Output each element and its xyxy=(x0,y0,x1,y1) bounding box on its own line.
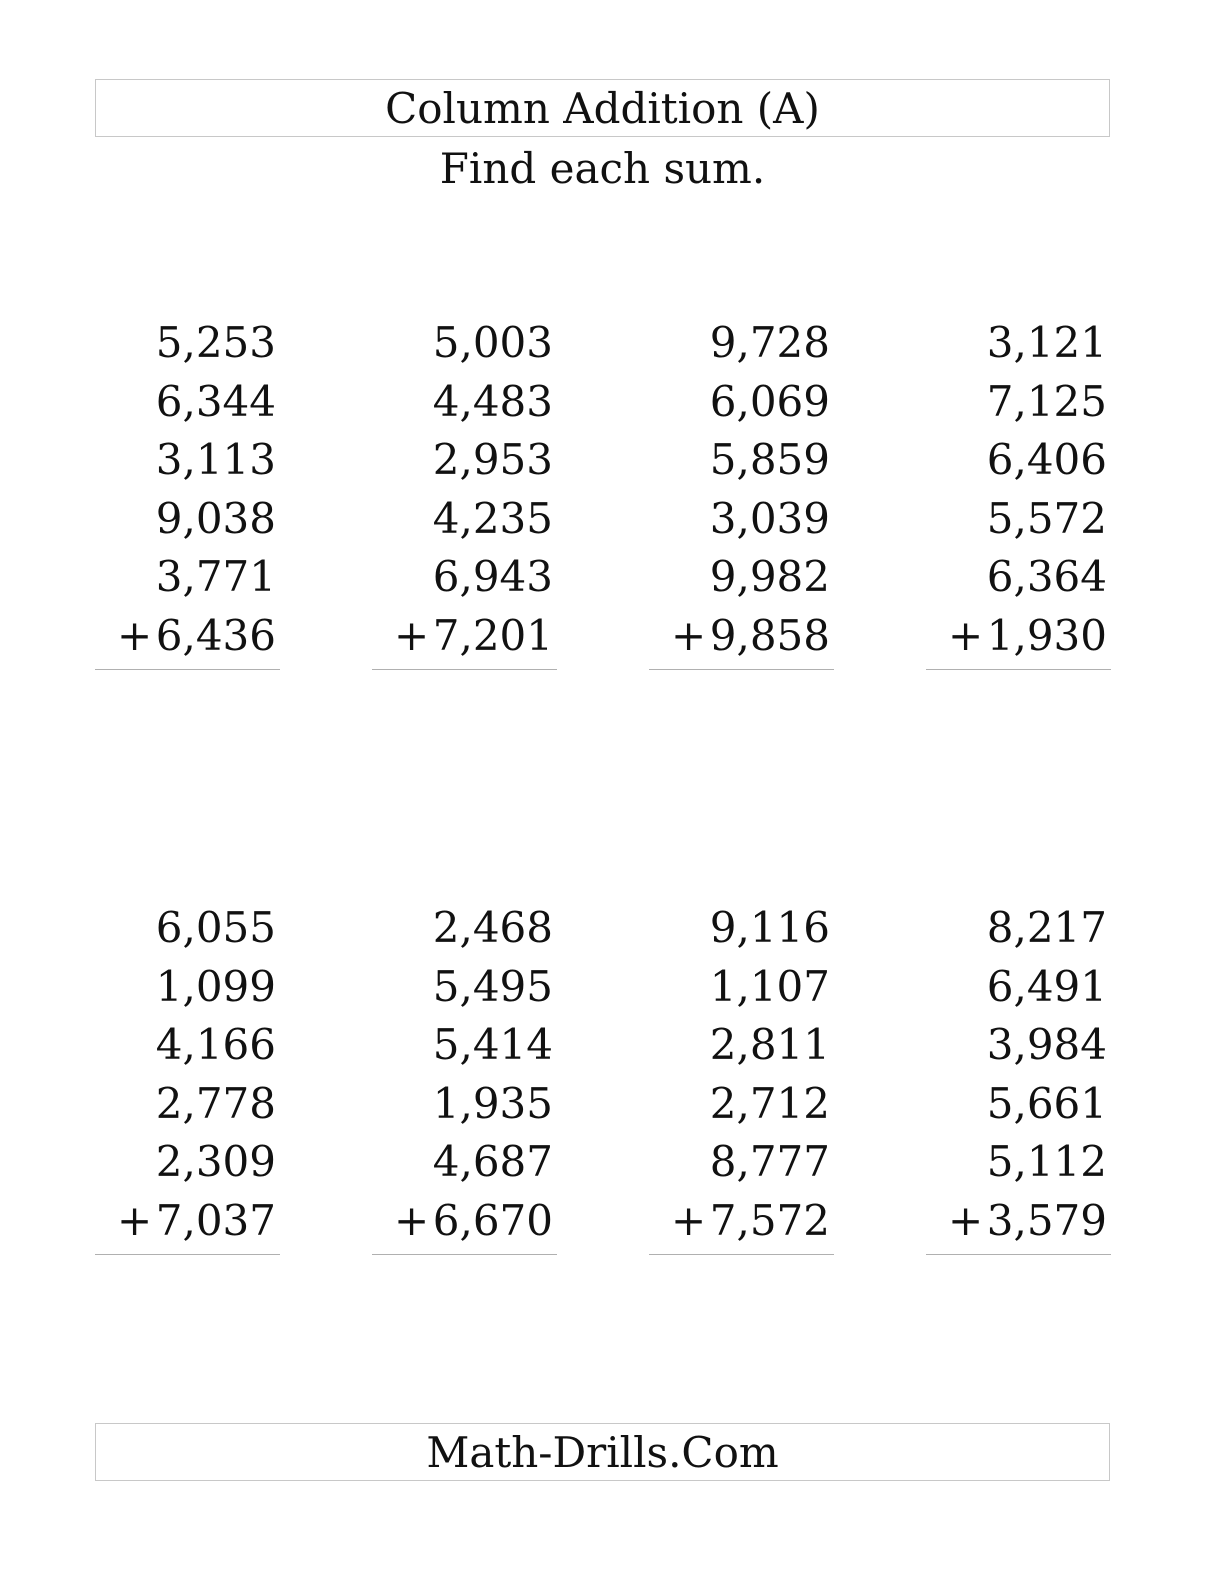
addend: 7,572 xyxy=(709,1195,830,1245)
addend: 4,483 xyxy=(432,376,553,426)
addend: 6,069 xyxy=(709,376,830,426)
addend: 5,572 xyxy=(986,493,1107,543)
answer-line xyxy=(372,669,557,670)
addend: 8,217 xyxy=(986,903,1107,952)
addend: 6,055 xyxy=(155,903,276,952)
addend: 2,778 xyxy=(155,1078,276,1128)
addend: 3,579 xyxy=(986,1195,1107,1245)
addend: 4,235 xyxy=(432,493,553,543)
plus-sign: + xyxy=(948,1195,984,1245)
last-addend-line xyxy=(372,1192,557,1251)
addend: 3,039 xyxy=(709,493,830,543)
addend: 3,771 xyxy=(155,552,276,601)
addend: 3,113 xyxy=(155,435,276,484)
plus-sign: + xyxy=(948,610,984,660)
plus-sign: + xyxy=(394,610,430,660)
answer-line xyxy=(926,669,1111,670)
problem-4 xyxy=(926,314,1111,670)
plus-sign: + xyxy=(671,610,707,660)
addend: 1,930 xyxy=(986,610,1107,660)
last-addend-line xyxy=(926,607,1111,666)
addend: 4,166 xyxy=(155,1020,276,1069)
problems-row-2 xyxy=(0,899,1224,1259)
addend: 6,406 xyxy=(986,435,1107,484)
last-addend-line xyxy=(95,1192,280,1251)
addend: 6,364 xyxy=(986,552,1107,601)
answer-line xyxy=(649,669,834,670)
problem-5 xyxy=(95,899,280,1255)
addend: 9,858 xyxy=(709,610,830,660)
addend: 6,943 xyxy=(432,552,553,601)
addend: 8,777 xyxy=(709,1137,830,1186)
addend: 1,099 xyxy=(155,961,276,1011)
problem-2 xyxy=(372,314,557,670)
problem-6 xyxy=(372,899,557,1255)
addend: 5,003 xyxy=(432,318,553,367)
addend: 9,728 xyxy=(709,318,830,367)
addend: 2,712 xyxy=(709,1078,830,1128)
problem-8 xyxy=(926,899,1111,1255)
addend: 3,121 xyxy=(986,318,1107,367)
addend: 1,107 xyxy=(709,961,830,1011)
addend: 3,984 xyxy=(986,1020,1107,1069)
answer-line xyxy=(372,1254,557,1255)
footer-site-name: Math-Drills.Com xyxy=(426,1428,779,1477)
worksheet-instructions: Find each sum. xyxy=(439,144,766,193)
addend: 7,037 xyxy=(155,1195,276,1245)
problem-1 xyxy=(95,314,280,670)
plus-sign: + xyxy=(671,1195,707,1245)
last-addend-line xyxy=(95,607,280,666)
addend: 2,468 xyxy=(432,903,553,952)
last-addend-line xyxy=(926,1192,1111,1251)
worksheet-title: Column Addition (A) xyxy=(385,84,820,133)
answer-line xyxy=(95,1254,280,1255)
answer-line xyxy=(649,1254,834,1255)
answer-line xyxy=(95,669,280,670)
addend: 2,811 xyxy=(709,1020,830,1069)
addend: 7,125 xyxy=(986,376,1107,426)
addend: 9,982 xyxy=(709,552,830,601)
problems-row-1 xyxy=(0,314,1224,674)
addend: 5,495 xyxy=(432,961,553,1011)
last-addend-line xyxy=(649,607,834,666)
addend: 2,309 xyxy=(155,1137,276,1186)
problem-7 xyxy=(649,899,834,1255)
addend: 6,670 xyxy=(432,1195,553,1245)
worksheet-title-box xyxy=(95,79,1110,137)
addend: 6,491 xyxy=(986,961,1107,1011)
addend: 4,687 xyxy=(432,1137,553,1186)
plus-sign: + xyxy=(394,1195,430,1245)
addend: 7,201 xyxy=(432,610,553,660)
footer-box xyxy=(95,1423,1110,1481)
addend: 5,661 xyxy=(986,1078,1107,1128)
last-addend-line xyxy=(372,607,557,666)
answer-line xyxy=(926,1254,1111,1255)
addend: 6,436 xyxy=(155,610,276,660)
addend: 5,414 xyxy=(432,1020,553,1069)
addend: 5,112 xyxy=(986,1137,1107,1186)
addend: 1,935 xyxy=(432,1078,553,1128)
addend: 9,116 xyxy=(709,903,830,952)
addend: 5,253 xyxy=(155,318,276,367)
plus-sign: + xyxy=(117,1195,153,1245)
plus-sign: + xyxy=(117,610,153,660)
problem-3 xyxy=(649,314,834,670)
addend: 9,038 xyxy=(155,493,276,543)
addend: 5,859 xyxy=(709,435,830,484)
addend: 6,344 xyxy=(155,376,276,426)
last-addend-line xyxy=(649,1192,834,1251)
addend: 2,953 xyxy=(432,435,553,484)
